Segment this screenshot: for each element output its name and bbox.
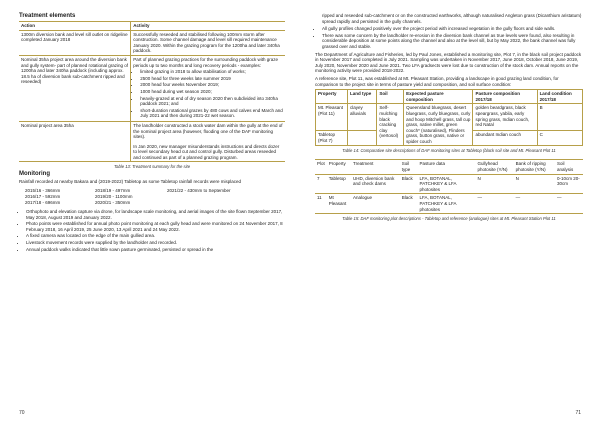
rain-value: 2021/22 - 430mm to September xyxy=(167,188,231,194)
table14-caption: Table 14: Comparative site descriptions of DAF monitoring sites at Tabletop (black soil site and Mt. Pleasant Plot 11 xyxy=(342,148,556,154)
rainfall-grid xyxy=(25,188,285,206)
outcomes-list xyxy=(315,26,583,49)
table15-caption: Table 15: DAF monitoring plot descriptions - Tabletop and reference (analogue) sites at Mt. Pleasant Station Plot 11 xyxy=(342,216,556,222)
cell: LFA, BOTANAL, PATCHKEY & LFA photosites xyxy=(418,194,476,214)
rain-value: 2016/17 - 592mm xyxy=(25,194,61,200)
table-row xyxy=(316,104,583,131)
col-activity: Activity xyxy=(131,22,285,31)
col-soil-analysis: Soil analysis xyxy=(555,160,583,174)
rain-value: 2018/19 - 497mm xyxy=(95,188,131,194)
cell: Self-mulching black cracking clay (vertosol) xyxy=(377,104,404,146)
col-property: Property xyxy=(327,160,351,174)
cell: 11 xyxy=(315,194,327,214)
col-treatment: Treatment xyxy=(351,160,400,174)
cell: B xyxy=(537,104,582,131)
col-pasture: Pasture composition 2017/18 xyxy=(473,90,537,104)
list-item: • Annual paddock walks indicated that little sown pasture germinated, persisted or spread in the xyxy=(26,247,285,253)
plot-description-table xyxy=(315,159,583,214)
right-column xyxy=(315,13,583,223)
table-row xyxy=(19,121,285,162)
activity-cell xyxy=(131,121,285,162)
monitoring-heading: Monitoring xyxy=(19,171,50,178)
cell: clayey alluvials xyxy=(348,104,377,131)
rain-value: 2015/16 - 366mm xyxy=(25,188,61,194)
list-item: • 2500 head for three weeks late summer 2019 xyxy=(140,76,283,82)
col-soil-type: Soil type xyxy=(400,160,418,174)
monitoring-intro: Rainfall recorded at nearby Bakara and (2019-2022) Tabletop as some Tabletop rainfall records were misplaced xyxy=(19,179,241,185)
cell: Black xyxy=(400,174,418,194)
action-cell: 1300m diversion bank and level sill outlet on ridgeline completed January 2018 xyxy=(19,30,131,55)
list-item: • All gully profiles changed positively over the project period with increased vegetation in the gully floors and side walls. xyxy=(322,26,583,32)
continued-text: ripped and reseeded sub-catchment or on the constructed earthworks, although naturalised Angleton grass (Dicanthium aristatum) spread rapidly and persisted in the gully channels. xyxy=(322,13,582,24)
cell: Tabletop (Plot 7) xyxy=(316,131,348,146)
cell: 0-10cm 20-30cm xyxy=(555,174,583,194)
cell: LFA, BOTANAL, PATCHKEY & LFA photosites xyxy=(418,174,476,194)
site-comparison-table xyxy=(315,89,583,146)
cell: Analogue xyxy=(351,194,400,214)
table-row xyxy=(19,30,285,55)
cell: Queensland bluegrass, desert bluegrass, curly bluegrass, curly and hoop Mitchell grass, tall cup grass, native millet, green couch* (naturalised), Flinders grass, button grass, native or spider couch xyxy=(404,104,473,146)
treatment-table xyxy=(19,21,285,162)
rain-value: 2019/20 - 1100mm xyxy=(95,194,133,200)
table13-caption: Table 13: Treatment summary for the site xyxy=(113,164,191,170)
col-land-type: Land type xyxy=(348,90,377,104)
cell: 7 xyxy=(315,174,327,194)
list-item: • limited grazing in 2018 to allow stabilisation of works; xyxy=(140,69,283,75)
rain-value: 2017/18 - 696mm xyxy=(25,200,61,206)
treatment-heading: Treatment elements xyxy=(19,13,76,19)
col-property: Property xyxy=(316,90,348,104)
list-item: • Photo points were established for annual photo point monitoring at each gully head and were monitored on 24 November 2017, 8 February 2018, 16 April 2019, 25 June 2020, 13 April 2021 and 24 May 2022. xyxy=(26,221,285,232)
cell: N xyxy=(475,174,513,194)
right-page xyxy=(300,0,600,424)
list-item: • A fixed camera was located on the edge of the main gullied area. xyxy=(26,233,285,239)
cell: — xyxy=(514,194,555,214)
list-item: • short-duration rotational grazes by 480 cows and calves end March and July 2021 and then during 2021-22 wet season. xyxy=(140,108,283,119)
monitoring-list xyxy=(19,209,285,252)
rain-value: 2020/21 - 350mm xyxy=(95,200,131,206)
table-row xyxy=(315,174,583,194)
col-gullyhead: Gullyhead photosite (Y/N) xyxy=(475,160,513,174)
list-item: • Livestock movement records were supplied by the landholder and recorded. xyxy=(26,240,285,246)
list-item: • Orthophoto and elevation capture via drone, for landscape scale monitoring, and aerial images of the site flown September 2017, May 2018, August 2019 and January 2022. xyxy=(26,209,285,220)
cell: golden beardgrass, black speargrass, yabila, early spring grass, Indian couch, red Natal xyxy=(473,104,537,131)
action-cell: Nominal 35ha project area around the diversion bank and gully system- part of planned rotational grazing of 1200ha and later 340ha paddock (including approx. 18.5 ha of diversion bank sub-catchment ripped and reseeded) xyxy=(19,55,131,121)
cell xyxy=(348,131,377,146)
table-row xyxy=(315,194,583,214)
grazing-list xyxy=(133,69,283,119)
action-cell: Nominal project area 35ha xyxy=(19,121,131,162)
rain-value xyxy=(167,200,247,206)
reference-paragraph: A reference site, Plot 11, was established at Mt. Pleasant Station, providing a landscape in good grazing land condition, for comparison to the project site in terms of pasture yield and composition, and soil surface condition: xyxy=(315,75,559,87)
activity-text-2: In Jan 2020, new manager misunderstands instructions and directs dozer to level secondary head cut and control gully. Disturbed areas reseeded and continued as part of a planned grazing program. xyxy=(133,143,280,160)
page-number-right: 71 xyxy=(575,410,581,416)
col-soil: Soil xyxy=(377,90,404,104)
activity-text: The landholder constructed a stock water dam within the gully at the end of the nominal project area (however, flooding one of the DAF monitoring sites). xyxy=(133,122,283,140)
cell: UHD, diversion bank and check dams xyxy=(351,174,400,194)
page-number-left: 70 xyxy=(19,410,25,416)
activity-cell: Successfully reseeded and stabilised following 100mm storm after construction. Some channel damage and level sill required maintenance January 2020. Within the grazing program for the 1200ha and later 340ha paddock. xyxy=(131,30,285,55)
col-plot: Plot xyxy=(315,160,327,174)
cell: abundant Indian couch xyxy=(473,131,537,146)
col-bank: Bank of ripping photosite (Y/N) xyxy=(514,160,555,174)
list-item: • heavily-grazed at end of dry season 2020 then subdivided into 340ha paddock 2021; and xyxy=(140,96,283,107)
table-row xyxy=(19,55,285,121)
cell: Mt Pleasant xyxy=(327,194,351,214)
cell: — xyxy=(475,194,513,214)
daf-paragraph: The Department of Agriculture and Fisheries, led by Paul Jones, established a monitoring site, Plot 7, in the black soil project paddock in November 2017 and completed in July 2021. Sampling was undertaken in November 2017, June 2018, October 2018, June 2019, July 2020, November 2020 and June 2021. Two LFA gradsects were lost due to construction of the stock dam. Annual reports on the monitoring activity were provided 2018-2022. xyxy=(315,51,582,74)
col-land-condition: Land condition 2017/18 xyxy=(537,90,582,104)
list-item: • There was some concern by the landholder re-erosion in the diversion bank channel as true levels were found, also resulting in considerable deposition at some points along the channel and also at the level sill, but by May 2022, the bank channel was fully grassed over and stable. xyxy=(322,33,583,50)
left-column xyxy=(19,13,285,253)
col-expected: Expected pasture composition xyxy=(404,90,473,104)
cell: Black xyxy=(400,194,418,214)
cell: C xyxy=(537,131,582,146)
activity-cell xyxy=(131,55,285,121)
list-item: • 2000 head four weeks November 2019; xyxy=(140,82,283,88)
cell: Mt. Pleasant (Plot 11) xyxy=(316,104,348,131)
activity-text: Part of planned grazing practices for the surrounding paddock with graze periods up to two months and long recovery periods - examples: xyxy=(133,56,279,68)
cell: N xyxy=(514,174,555,194)
cell: — xyxy=(555,194,583,214)
list-item: • 1000 head during wet season 2020; xyxy=(140,89,283,95)
cell: Tabletop xyxy=(327,174,351,194)
col-action: Action xyxy=(19,22,131,31)
col-pasture-data: Pasture data xyxy=(418,160,476,174)
